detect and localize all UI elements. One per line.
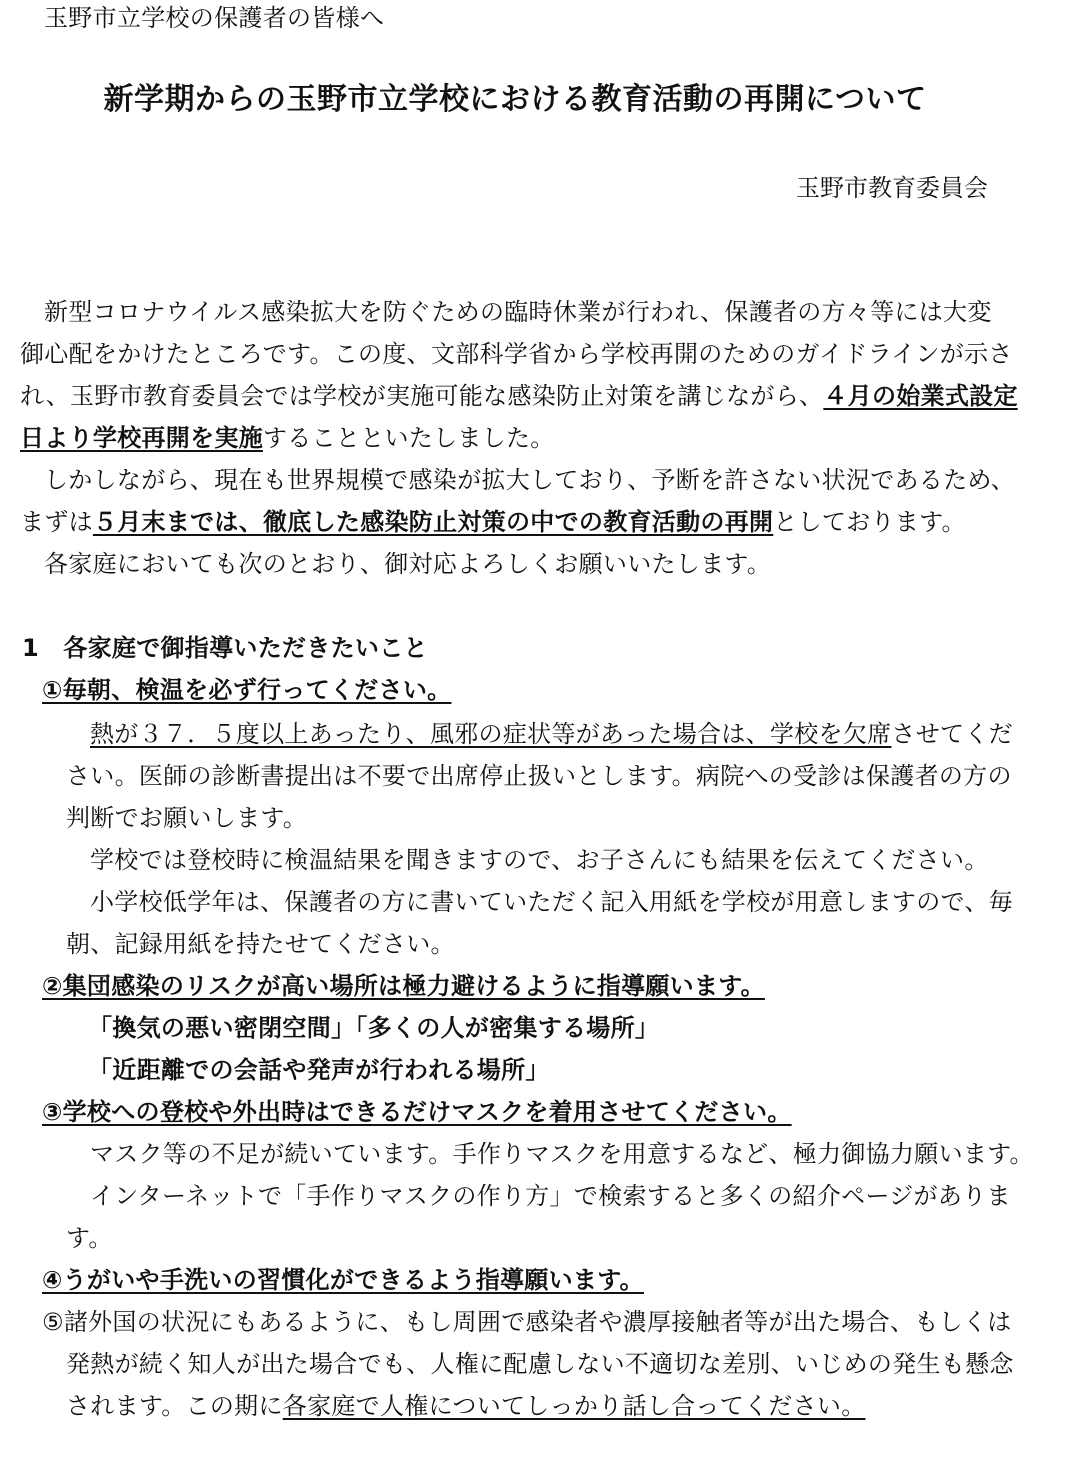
text-line: さい。医師の診断書提出は不要で出席停止扱いとします。病院への受診は保護者の方の	[66, 762, 1012, 790]
text-line: 小学校低学年は、保護者の方に書いていただく記入用紙を学校が用意しますので、毎	[90, 888, 1013, 916]
text-line: れ、玉野市教育委員会では学校が実施可能な感染防止対策を講じながら、	[20, 382, 824, 410]
underlined-text: 熱が３７．５度以上あったり、風邪の症状等があった場合は、学校を欠席	[90, 720, 892, 748]
item-title: ④うがいや手洗いの習慣化ができるよう指導願います。	[42, 1266, 644, 1294]
underlined-text: 各家庭で人権についてしっかり話し合ってください。	[282, 1392, 866, 1420]
text-line: 発熱が続く知人が出た場合でも、人権に配慮しない不適切な差別、いじめの発生も懸念	[66, 1350, 1014, 1378]
text-line: することといたしました。	[263, 424, 555, 452]
emphasis-text: 日より学校再開を実施	[20, 424, 263, 452]
text-line: 「換気の悪い密閉空間」「多くの人が密集する場所」	[88, 1014, 660, 1042]
text-line: 学校では登校時に検温結果を聞きますので、お子さんにも結果を伝えてください。	[90, 846, 989, 874]
text-line: させてくだ	[891, 720, 1013, 748]
text-line: としております。	[773, 508, 966, 536]
text-line: 判断でお願いします。	[66, 804, 308, 832]
text-line: 御心配をかけたところです。この度、文部科学省から学校再開のためのガイドラインが示さ	[20, 340, 1013, 368]
addressee: 玉野市立学校の保護者の皆様へ	[44, 4, 385, 32]
item-title: ③学校への登校や外出時はできるだけマスクを着用させてください。	[42, 1098, 792, 1126]
issuer: 玉野市教育委員会	[796, 174, 988, 202]
emphasis-text: ４月の始業式設定	[823, 382, 1018, 410]
section-heading: 1 各家庭で御指導いただきたいこと	[22, 634, 428, 662]
text-line: 朝、記録用紙を持たせてください。	[66, 930, 455, 958]
text-line: す。	[66, 1224, 113, 1252]
document-title: 新学期からの玉野市立学校における教育活動の再開について	[103, 82, 927, 117]
text-line: 「近距離での会話や発声が行われる場所」	[88, 1056, 550, 1084]
emphasis-text: ５月末までは、徹底した感染防止対策の中での教育活動の再開	[92, 508, 774, 536]
item-title: ②集団感染のリスクが高い場所は極力避けるように指導願います。	[42, 972, 765, 1000]
text-line: されます。この期に	[66, 1392, 283, 1420]
text-line: 新型コロナウイルス感染拡大を防ぐための臨時休業が行われ、保護者の方々等には大変	[44, 298, 992, 326]
text-line: 各家庭においても次のとおり、御対応よろしくお願いいたします。	[44, 550, 772, 578]
text-line: マスク等の不足が続いています。手作りマスクを用意するなど、極力御協力願います。	[90, 1140, 1034, 1168]
text-line: しかしながら、現在も世界規模で感染が拡大しており、予断を許さない状況であるため、	[44, 466, 1016, 494]
text-line: ⑤諸外国の状況にもあるように、もし周囲で感染者や濃厚接触者等が出た場合、もしくは	[42, 1308, 1012, 1336]
text-line: インターネットで「手作りマスクの作り方」で検索すると多くの紹介ページがありま	[90, 1182, 1011, 1210]
text-line: まずは	[20, 508, 93, 536]
item-title: ①毎朝、検温を必ず行ってください。	[42, 676, 452, 704]
